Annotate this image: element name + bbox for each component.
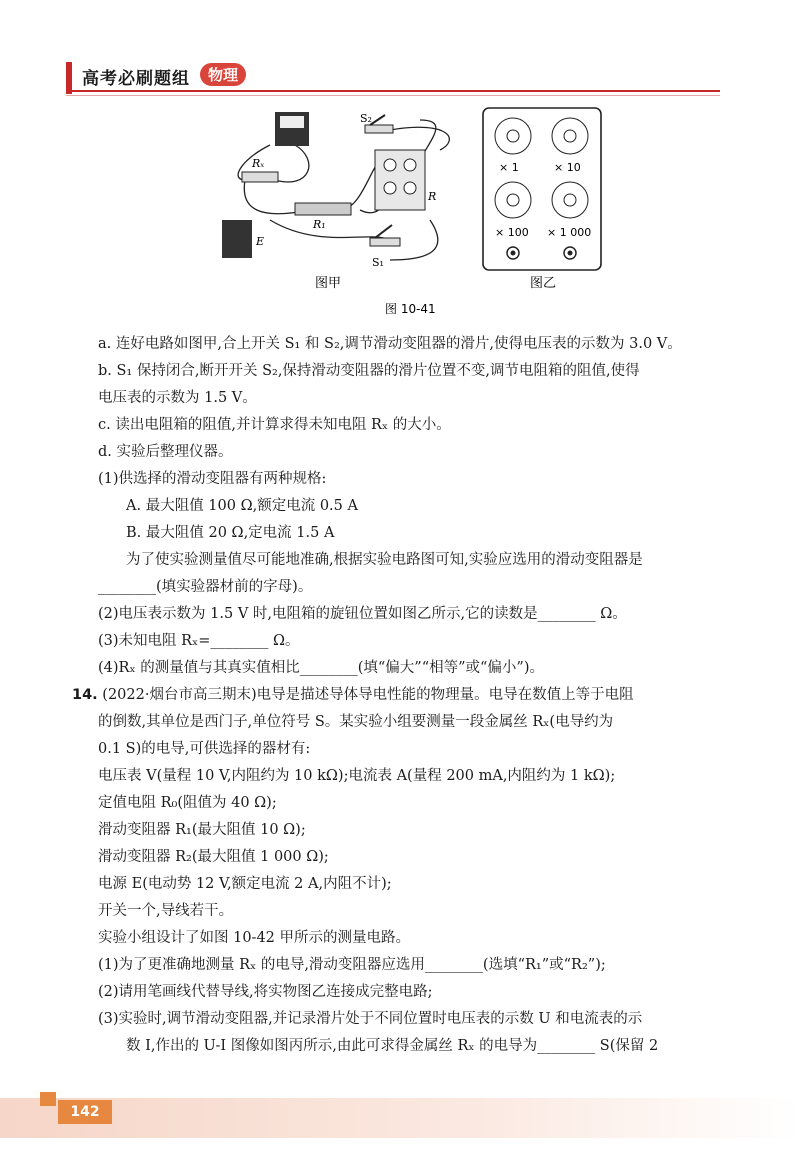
label-r: R	[428, 190, 437, 203]
text-line: (2)电压表示数为 1.5 V 时,电阻箱的旋钮位置如图乙所示,它的读数是________ Ω。	[98, 606, 627, 622]
option-a: A. 最大阻值 100 Ω,额定电流 0.5 A	[126, 498, 358, 514]
resistance-box	[375, 150, 425, 210]
question-text	[72, 331, 738, 1060]
text-line: 电压表 V(量程 10 V,内阻约为 10 kΩ);电流表 A(量程 200 mA,内阻约为 1 kΩ);	[98, 768, 616, 784]
label-s2: S₂	[360, 112, 372, 125]
option-b: B. 最大阻值 20 Ω,定电流 1.5 A	[126, 525, 335, 541]
text-line: 0.1 S)的电导,可供选择的器材有:	[98, 741, 311, 757]
header-title: 高考必刷题组	[82, 69, 190, 89]
circuit-figure	[200, 100, 620, 330]
text-line: 开关一个,导线若干。	[98, 903, 234, 919]
label-s1: S₁	[372, 256, 384, 269]
footer-corner-mark	[40, 1092, 56, 1106]
header-rule-thin	[66, 95, 720, 96]
rheostat-r1	[295, 203, 351, 215]
mult-x1000: × 1 000	[547, 226, 592, 239]
text-line: (1)供选择的滑动变阻器有两种规格:	[98, 471, 327, 487]
text-line: (3)实验时,调节滑动变阻器,并记录滑片处于不同位置时电压表的示数 U 和电流表的示	[98, 1011, 643, 1027]
text-line: 实验小组设计了如图 10-42 甲所示的测量电路。	[98, 930, 411, 946]
text-line: (2022·烟台市高三期末)电导是描述导体导电性能的物理量。电导在数值上等于电阻	[102, 687, 634, 703]
header-rule	[66, 90, 720, 92]
text-line: (4)Rₓ 的测量值与其真实值相比________(填“偏大”“相等”或“偏小”)。	[98, 660, 545, 676]
switch-s1	[370, 238, 400, 246]
footer-band	[0, 1098, 800, 1138]
caption-right: 图乙	[530, 276, 557, 291]
switch-s2	[365, 125, 393, 133]
text-line: 为了使实验测量值尽可能地准确,根据实验电路图可知,实验应选用的滑动变阻器是	[126, 552, 643, 568]
text-line: 数 I,作出的 U-I 图像如图丙所示,由此可求得金属丝 Rₓ 的电导为________ S(保留 2	[126, 1038, 659, 1054]
label-e: E	[256, 235, 265, 248]
mult-x10: × 10	[554, 161, 581, 174]
text-line: (2)请用笔画线代替导线,将实物图乙连接成完整电路;	[98, 984, 433, 1000]
question-14-first-line	[72, 682, 738, 709]
text-line: 定值电阻 R₀(阻值为 40 Ω);	[98, 795, 277, 811]
text-line: (1)为了更准确地测量 Rₓ 的电导,滑动变阻器应选用________(选填“R₁”或“R₂”);	[98, 957, 606, 973]
text-line: b. S₁ 保持闭合,断开开关 S₂,保持滑动变阻器的滑片位置不变,调节电阻箱的阻值,使得	[98, 363, 640, 379]
text-line: c. 读出电阻箱的阻值,并计算求得未知电阻 Rₓ 的大小。	[98, 417, 451, 433]
text-line: 滑动变阻器 R₁(最大阻值 10 Ω);	[98, 822, 306, 838]
page-number: 142	[58, 1100, 112, 1124]
text-line: 电源 E(电动势 12 V,额定电流 2 A,内阻不计);	[98, 876, 392, 892]
mult-x100: × 100	[495, 226, 529, 239]
text-line: d. 实验后整理仪器。	[98, 444, 233, 460]
text-line: a. 连好电路如图甲,合上开关 S₁ 和 S₂,调节滑动变阻器的滑片,使得电压表的示数为 3.0 V。	[98, 336, 682, 352]
subject-badge: 物理	[200, 63, 246, 86]
question-number: 14.	[72, 687, 98, 703]
mult-x1: × 1	[499, 161, 519, 174]
figure-10-41	[200, 100, 620, 330]
label-rx: Rₓ	[252, 157, 265, 170]
text-line: 滑动变阻器 R₂(最大阻值 1 000 Ω);	[98, 849, 329, 865]
battery	[222, 220, 252, 258]
label-r1: R₁	[313, 218, 326, 231]
text-line: (3)未知电阻 Rₓ=________ Ω。	[98, 633, 300, 649]
figure-caption: 图 10-41	[385, 302, 436, 316]
text-line: ________(填实验器材前的字母)。	[98, 579, 313, 595]
text-line: 电压表的示数为 1.5 V。	[98, 390, 257, 406]
caption-left: 图甲	[315, 276, 342, 291]
text-line: 的倒数,其单位是西门子,单位符号 S。某实验小组要测量一段金属丝 Rₓ(电导约为	[98, 714, 614, 730]
rx-resistor	[242, 172, 278, 182]
